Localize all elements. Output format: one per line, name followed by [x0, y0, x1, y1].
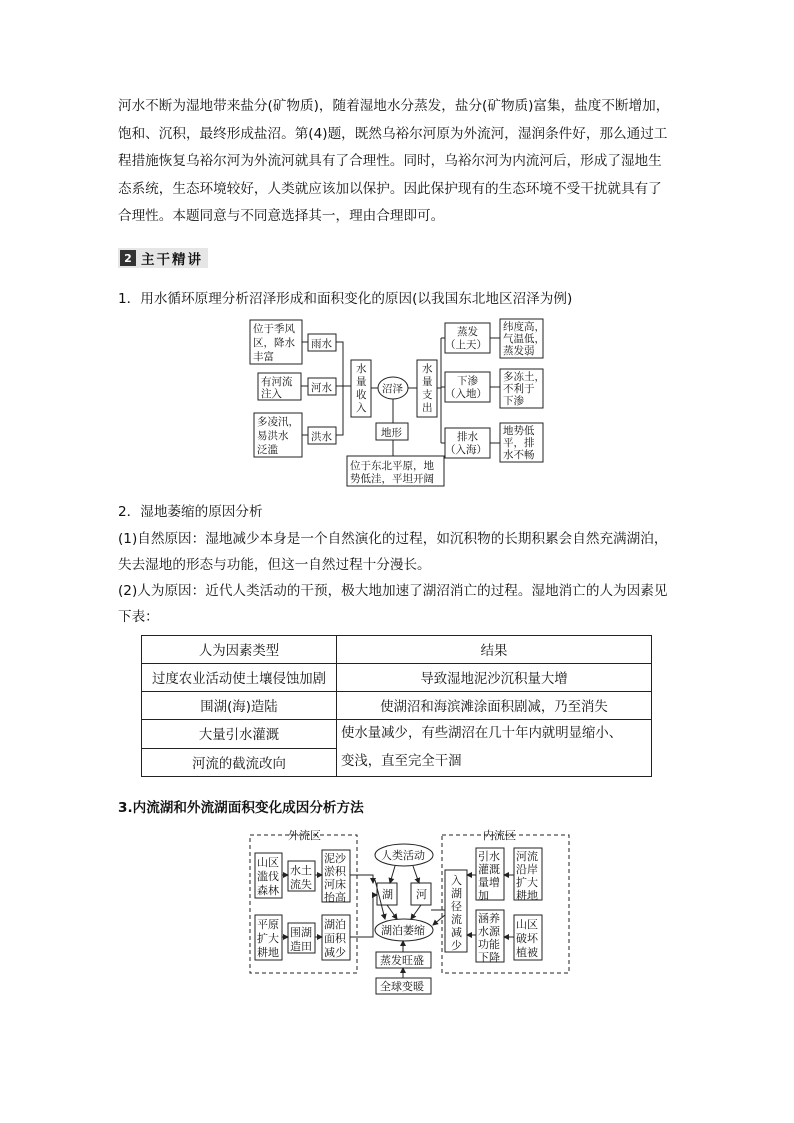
cause-flood-l2: 易洪水 — [257, 430, 289, 442]
inflow-c1: 入 — [451, 874, 462, 887]
inflow-c2: 湖 — [451, 887, 462, 900]
intro-line: 态系统，生态环境较好，人类就应该加以保护。因此保护现有的生态环境不受干扰就具有了 — [118, 180, 662, 197]
table-cell-merged — [337, 720, 652, 777]
i4-l2: 破坏 — [516, 932, 538, 945]
item3-title: 3.内流湖和外流湖面积变化成因分析方法 — [118, 800, 364, 816]
i3-l1: 涵养 — [478, 912, 500, 925]
cause-monsoon-l2: 区，降水 — [253, 337, 295, 349]
o2-l2: 流失 — [290, 878, 312, 891]
intro-line: 饱和、沉积，最终形成盐沼。第(4)题，既然乌裕尔河原为外流河，湿润条件好，那么通过工 — [118, 125, 668, 142]
drain-reason-l2: 平，排 — [503, 437, 535, 449]
o1-l1: 山区 — [257, 856, 279, 869]
table-cell: 使湖沼和海滨滩涂面积剧减，乃至消失 — [337, 692, 652, 720]
income-c3: 收 — [356, 389, 367, 401]
marsh-water-cycle-diagram — [240, 315, 560, 490]
flood-label: 洪水 — [311, 431, 332, 443]
drain-l1: 排水 — [457, 431, 478, 443]
cause-flood-l3: 泛滥 — [257, 444, 278, 456]
evap-reason-l1: 纬度高， — [503, 321, 545, 333]
o1-l3: 森林 — [257, 884, 279, 897]
expense-c4: 出 — [422, 402, 433, 414]
o2-l1: 水土 — [290, 864, 312, 877]
item2-title: 2．湿地萎缩的原因分析 — [118, 504, 263, 520]
drain-l2: （入海） — [445, 444, 487, 456]
item1-title: 1．用水循环原理分析沼泽形成和面积变化的原因(以我国东北地区沼泽为例) — [118, 291, 573, 307]
cause-river-l2: 注入 — [261, 388, 282, 400]
inflow-c4: 流 — [451, 913, 462, 926]
cause-river-l1: 有河流 — [261, 376, 293, 388]
terrain-label: 地形 — [381, 427, 402, 439]
i3-l4: 下降 — [478, 951, 500, 964]
expense-c2: 量 — [422, 376, 433, 388]
seep-l2: （入地） — [445, 388, 487, 400]
income-c4: 入 — [356, 402, 367, 414]
table-cell: 大量引水灌溉 — [142, 720, 337, 749]
i1-l3: 量增 — [478, 876, 500, 889]
o6-l1: 湖泊 — [324, 918, 346, 931]
i2-l2: 沿岸 — [516, 863, 538, 876]
table-row — [142, 692, 652, 720]
table-header-row — [142, 636, 652, 664]
o6-l2: 面积 — [324, 932, 346, 945]
o3-l2: 淤积 — [324, 865, 346, 878]
income-c1: 水 — [356, 363, 367, 375]
i2-l1: 河流 — [516, 850, 538, 863]
o4-l3: 耕地 — [257, 946, 279, 959]
section-title: 主干精讲 — [141, 252, 203, 268]
table-cell: 河流的截流改向 — [142, 748, 337, 777]
seep-reason-l1: 多冻土， — [503, 371, 545, 383]
outer-region-label: 外流区 — [288, 829, 321, 842]
i4-l1: 山区 — [516, 918, 538, 931]
item2-p1-l2: 失去湿地的形态与功能，但这一自然过程十分漫长。 — [118, 557, 431, 573]
i2-l4: 耕地 — [516, 889, 538, 902]
human-factors-table — [141, 635, 652, 777]
intro-line: 河水不断为湿地带来盐分(矿物质)，随着湿地水分蒸发，盐分(矿物质)富集，盐度不断增加， — [118, 98, 670, 114]
expense-c3: 支 — [422, 389, 433, 401]
i1-l1: 引水 — [478, 850, 500, 863]
table-cell-line: 使水量减少，有些湖沼在几十年内就明显缩小、 — [341, 726, 623, 741]
item2-p1-l1: (1)自然原因：湿地减少本身是一个自然演化的过程，如沉积物的长期积累会自然充满湖泊， — [118, 531, 668, 547]
i3-l2: 水源 — [478, 925, 500, 938]
global-warming: 全球变暖 — [380, 980, 424, 993]
i1-l4: 加 — [478, 889, 489, 902]
o5-l2: 造田 — [290, 940, 312, 953]
evap-reason-l2: 气温低， — [503, 333, 545, 345]
inflow-c3: 径 — [451, 900, 462, 913]
o4-l1: 平原 — [257, 918, 279, 931]
inflow-c5: 减 — [451, 926, 462, 939]
evap-strong: 蒸发旺盛 — [380, 954, 424, 967]
table-cell-line: 变浅，直至完全干涸 — [341, 754, 462, 769]
evap-l1: 蒸发 — [457, 326, 478, 338]
table-cell: 导致湿地泥沙沉积量大增 — [337, 664, 652, 692]
seep-reason-l3: 下渗 — [503, 395, 524, 407]
o3-l4: 抬高 — [324, 891, 346, 904]
cause-monsoon-l3: 丰富 — [253, 351, 274, 363]
i3-l3: 功能 — [478, 938, 500, 951]
terrain-desc-l2: 势低洼，平坦开阔 — [350, 473, 434, 485]
marsh-center: 沼泽 — [382, 383, 403, 395]
i2-l3: 扩大 — [516, 876, 538, 889]
section-number: 2 — [120, 250, 136, 266]
lake-change-diagram — [245, 825, 575, 1000]
intro-paragraph — [118, 93, 678, 231]
inflow-c6: 少 — [451, 939, 462, 952]
o1-l2: 滥伐 — [257, 870, 279, 883]
intro-line: 合理性。本题同意与不同意选择其一，理由合理即可。 — [118, 208, 445, 224]
cause-monsoon-l1: 位于季风 — [253, 323, 295, 335]
cause-flood-l1: 多凌汛， — [257, 416, 299, 428]
i1-l2: 灌溉 — [478, 863, 500, 876]
item2-p2-l1: (2)人为原因：近代人类活动的干预，极大地加速了湖沼消亡的过程。湿地消亡的人为因素见 — [118, 583, 668, 599]
o3-l3: 河床 — [324, 878, 346, 891]
o6-l3: 减少 — [324, 946, 346, 959]
i4-l3: 植被 — [516, 946, 538, 959]
table-header-result: 结果 — [337, 636, 652, 664]
terrain-desc-l1: 位于东北平原，地 — [350, 460, 434, 472]
seep-l1: 下渗 — [457, 375, 478, 387]
lake-shrink: 湖泊萎缩 — [381, 924, 425, 937]
table-header-type: 人为因素类型 — [142, 636, 337, 664]
evap-reason-l3: 蒸发弱 — [503, 345, 535, 357]
intro-line: 程措施恢复乌裕尔河为外流河就具有了合理性。同时，乌裕尔河为内流河后，形成了湿地生 — [118, 153, 662, 169]
drain-reason-l3: 水不畅 — [503, 449, 535, 461]
section-header — [118, 248, 208, 268]
inner-region-label: 内流区 — [483, 829, 516, 842]
income-c2: 量 — [356, 376, 367, 388]
o3-l1: 泥沙 — [324, 852, 346, 865]
item2-p2-l2: 下表： — [118, 609, 159, 625]
o4-l2: 扩大 — [257, 932, 279, 945]
river-label-2: 河 — [416, 888, 427, 901]
table-row — [142, 720, 652, 749]
lake-label: 湖 — [382, 888, 393, 901]
o5-l1: 围湖 — [290, 926, 312, 939]
evap-l2: （上天） — [445, 339, 487, 351]
table-cell: 围湖(海)造陆 — [142, 692, 337, 720]
drain-reason-l1: 地势低 — [503, 425, 535, 437]
expense-c1: 水 — [422, 363, 433, 375]
table-cell: 过度农业活动使土壤侵蚀加剧 — [142, 664, 337, 692]
human-activity: 人类活动 — [381, 849, 425, 862]
seep-reason-l2: 不利于 — [503, 383, 535, 395]
rain-label: 雨水 — [311, 338, 332, 350]
river-label: 河水 — [311, 382, 332, 394]
table-row — [142, 664, 652, 692]
